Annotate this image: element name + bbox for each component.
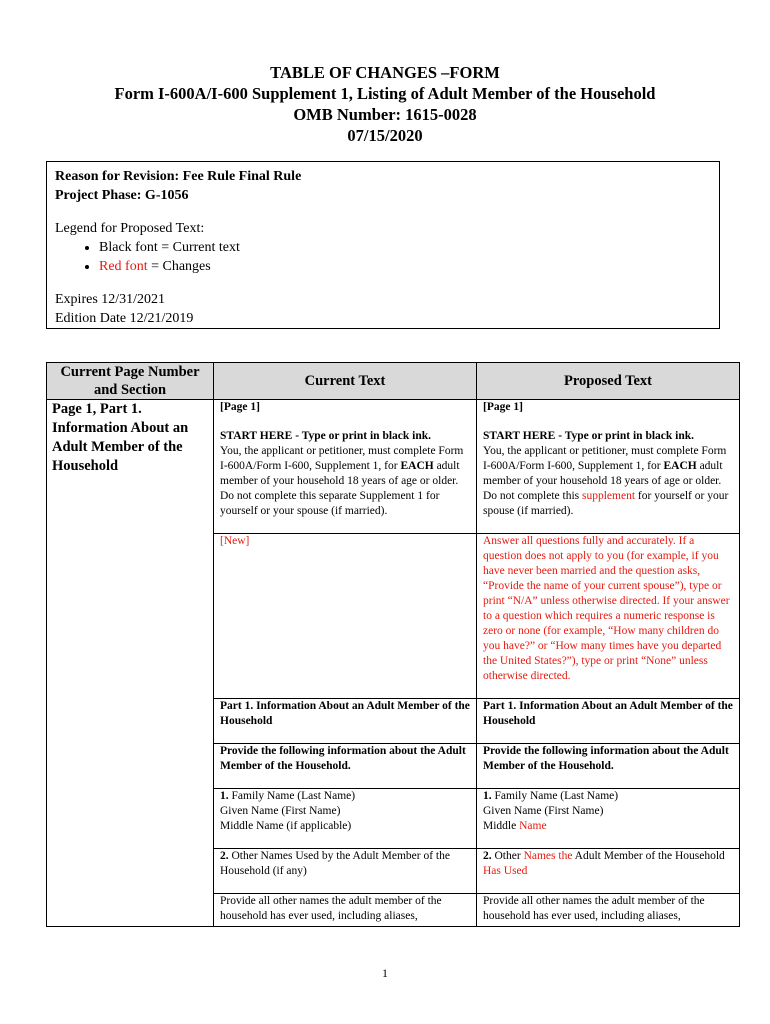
start-here-bold: START HERE - Type or print in black ink.	[483, 430, 695, 442]
title-date: 07/15/2020	[347, 126, 423, 145]
revision-info-box	[46, 161, 720, 329]
section-cell: Page 1, Part 1. Information About an Adult Member of the Household	[47, 400, 214, 927]
provide-info-heading: Provide the following information about the Adult Member of the Household.	[220, 745, 466, 772]
legend-item-black	[99, 238, 711, 257]
changes-table	[46, 362, 740, 927]
item-1-current: 1. Family Name (Last Name) Given Name (First Name) Middle Name (if applicable)	[220, 790, 356, 832]
page-number: 1	[382, 966, 388, 980]
page-tag: [Page 1]	[220, 401, 260, 413]
header-section: Current Page Number and Section	[47, 363, 214, 400]
header-proposed-text: Proposed Text	[477, 363, 740, 400]
item-1-proposed: 1. Family Name (Last Name) Given Name (First Name) Middle Name	[483, 790, 619, 832]
proposed-text-cell	[477, 400, 740, 534]
provide-info-heading: Provide the following information about the Adult Member of the Household.	[483, 745, 729, 772]
current-text-cell	[214, 400, 477, 534]
legend-list	[55, 238, 711, 276]
legend-red-word: Red font	[99, 259, 148, 274]
table-header-row	[47, 363, 740, 400]
edition-date: Edition Date 12/21/2019	[55, 311, 194, 326]
part1-heading: Part 1. Information About an Adult Member of the Household	[483, 700, 733, 727]
page-tag: [Page 1]	[483, 401, 523, 413]
header-current-text: Current Text	[214, 363, 477, 400]
title-line-1: TABLE OF CHANGES –FORM	[270, 63, 500, 82]
omb-number: OMB Number: 1615-0028	[293, 105, 477, 124]
document-title	[0, 62, 770, 146]
title-line-2: Form I-600A/I-600 Supplement 1, Listing of Adult Member of the Household	[114, 84, 656, 103]
revision-reason: Reason for Revision: Fee Rule Final Rule	[55, 169, 302, 184]
legend-black-text: Black font = Current text	[99, 240, 240, 255]
current-start-here: START HERE - Type or print in black ink. You, the applicant or petitioner, must complete Form I-600A/Form I-600, Supplement 1, for EACH adult member of your household 18 years of age or older. Do not complete this separate Supplement 1 for yourself or your spouse (if married).	[220, 429, 470, 519]
part1-heading: Part 1. Information About an Adult Member of the Household	[220, 700, 470, 727]
item-2-proposed: 2. Other Names the Adult Member of the Household Has Used	[483, 850, 725, 877]
project-phase: Project Phase: G-1056	[55, 188, 189, 203]
item-2-current: 2. Other Names Used by the Adult Member of the Household (if any)	[220, 850, 450, 877]
legend-red-rest: = Changes	[147, 259, 211, 274]
changed-word: supplement	[582, 490, 636, 502]
new-instructions: Answer all questions fully and accurately. If a question does not apply to you (for example, if you have never been married and the question asks, “Provide the name of your current spouse”), type or print “N/A” unless otherwise directed. If your answer to a question which requires a numeric response is zero or none (for example, “How many children do you have?” or “How many times have you departed the United States?”), type or print “None” unless otherwise directed.	[483, 535, 730, 682]
new-tag: [New]	[220, 535, 250, 547]
expiration-date: Expires 12/31/2021	[55, 292, 166, 307]
legend-item-red	[99, 257, 711, 276]
legend-title: Legend for Proposed Text:	[55, 221, 205, 236]
provide-all-names: Provide all other names the adult member of the household has ever used, including aliases,	[483, 895, 705, 922]
proposed-start-here: START HERE - Type or print in black ink. You, the applicant or petitioner, must complete Form I-600A/Form I-600, Supplement 1, for EACH adult member of your household 18 years of age or older. Do not complete this supplement for yourself or your spouse (if married).	[483, 429, 733, 519]
table-row	[47, 400, 740, 534]
provide-all-names: Provide all other names the adult member of the household has ever used, including aliases,	[220, 895, 442, 922]
start-here-bold: START HERE - Type or print in black ink.	[220, 430, 432, 442]
